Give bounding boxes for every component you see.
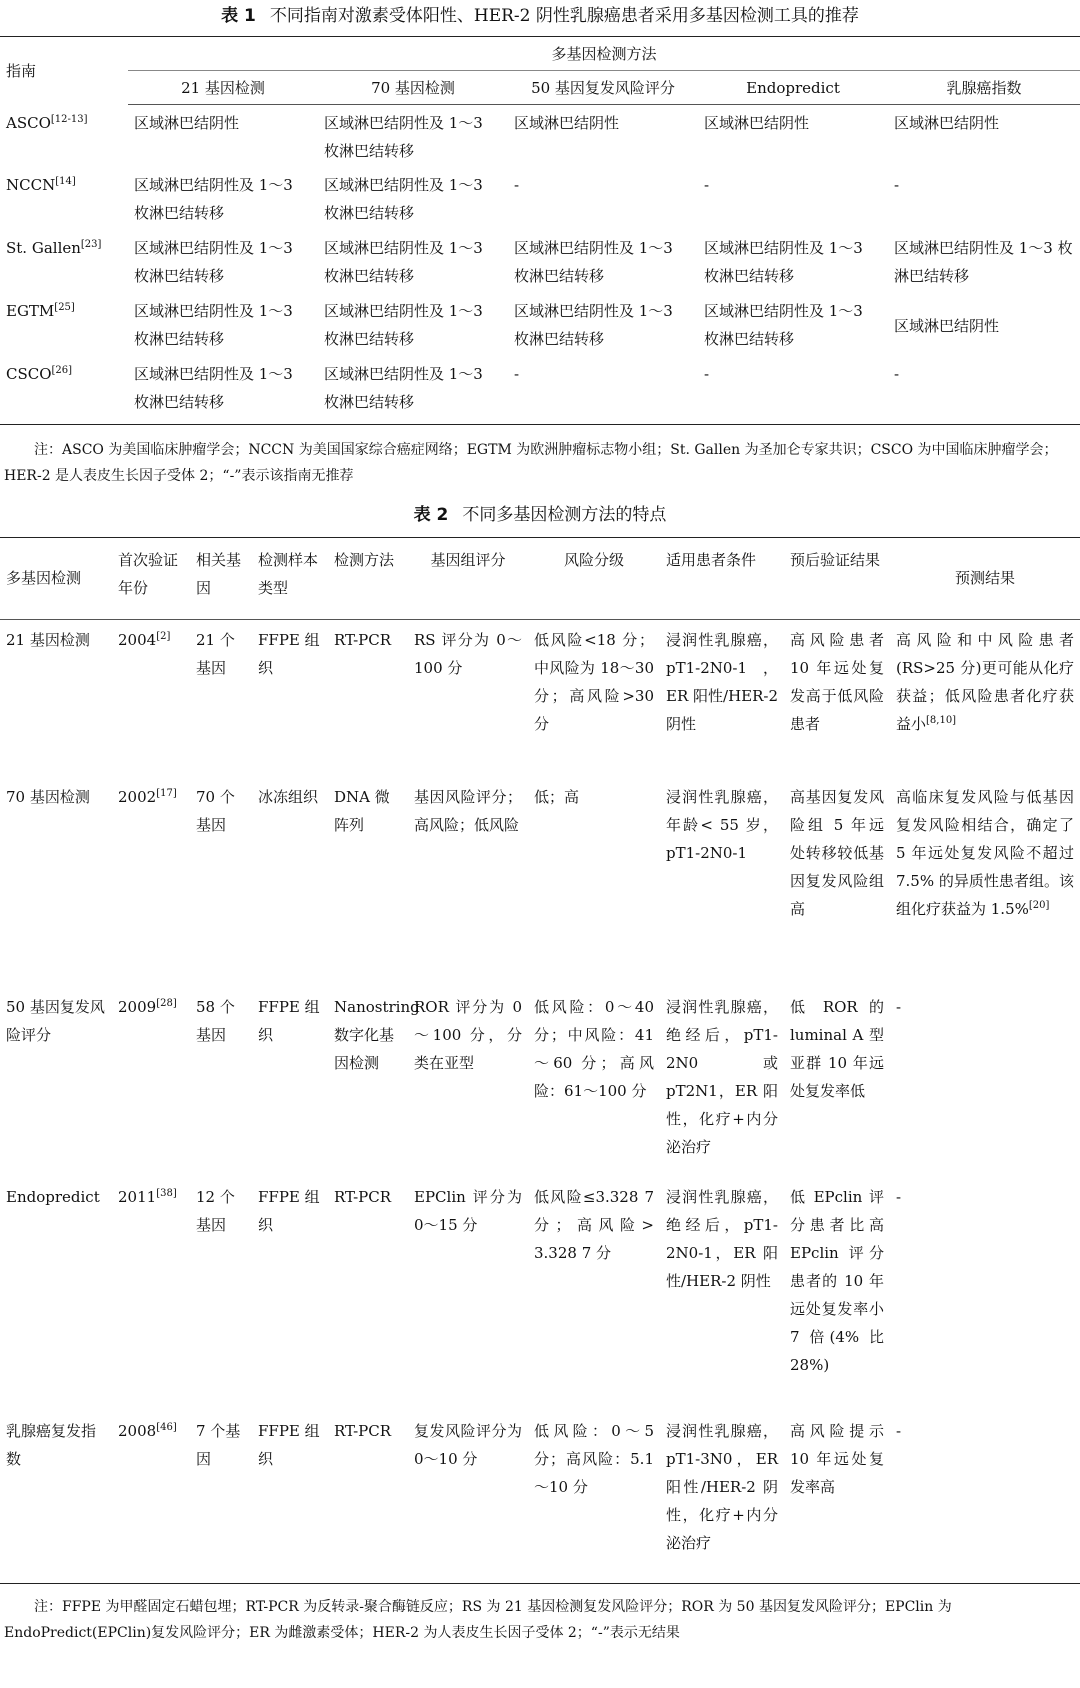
- table2-note: 注：FFPE 为甲醛固定石蜡包埋；RT-PCR 为反转录-聚合酶链反应；RS 为 21 基因检测复发风险评分；ROR 为 50 基因复发风险评分；EPClin 为 EndoPredict(EPClin)复发风险评分；ER 为雌激素受体；HER-2 为人表皮生长因子受体 2；“-”表示无结果: [4, 1598, 952, 1641]
- method-name: 50 基因复发风险评分: [6, 998, 105, 1044]
- genes: 7 个基因: [190, 1411, 252, 1583]
- table-cell: 区域淋巴结阴性及 1～3 枚淋巴结转移: [324, 114, 483, 160]
- patients: 浸润性乳腺癌，绝经后，pT1-2N0 或 pT2N1，ER 阳性，化疗+内分泌治疗: [666, 998, 778, 1156]
- sample: 冰冻组织: [258, 788, 319, 806]
- table2-header: 多基因检测: [0, 537, 112, 619]
- sample: FFPE 组织: [258, 998, 320, 1044]
- table-cell: 区域淋巴结阴性及 1～3 枚淋巴结转移: [134, 176, 293, 222]
- method: RT-PCR: [328, 1411, 408, 1583]
- guide-name: ASCO: [6, 113, 51, 132]
- table-cell: 区域淋巴结阴性: [704, 114, 810, 132]
- year: 2004: [118, 630, 157, 649]
- prediction: 高临床复发风险与低基因复发风险相结合，确定了 5 年远处复发风险不超过 7.5% 的异质性患者组。该组化疗获益为 1.5%: [896, 788, 1074, 918]
- table2-caption: [0, 503, 1080, 527]
- patients: 浸润性乳腺癌，年龄< 55 岁，pT1-2N0-1: [666, 788, 778, 862]
- table-cell: 区域淋巴结阴性及 1～3 枚淋巴结转移: [134, 239, 293, 285]
- score: 复发风险评分为 0～10 分: [408, 1411, 528, 1583]
- table-cell: 区域淋巴结阴性及 1～3 枚淋巴结转移: [704, 239, 863, 285]
- score: RS 评分为 0～100 分: [414, 630, 522, 677]
- table2-header: 适用患者条件: [660, 537, 784, 619]
- table-cell: -: [888, 360, 1080, 424]
- table-cell: -: [514, 176, 520, 194]
- year-ref: [38]: [156, 1188, 177, 1199]
- table-cell: 区域淋巴结阴性: [894, 316, 1000, 335]
- prognosis: 低 ROR 的 luminal A 型亚群 10 年远处复发率低: [790, 998, 884, 1100]
- table-cell: 区域淋巴结阴性: [894, 114, 1000, 132]
- table1-note: 注：ASCO 为美国临床肿瘤学会；NCCN 为美国国家综合癌症网络；EGTM 为欧洲肿瘤标志物小组；St. Gallen 为圣加仑专家共识；CSCO 为中国临床肿瘤学会；HER-2 是人表皮生长因子受体 2；“-”表示该指南无推荐: [4, 441, 1058, 484]
- year-ref: [17]: [156, 788, 177, 799]
- guide-name: NCCN: [6, 176, 56, 194]
- sample: FFPE 组织: [252, 1411, 328, 1583]
- method: Nanostring 数字化基因检测: [334, 998, 420, 1072]
- table2-label: 表 2: [413, 504, 449, 525]
- table1-head-group: 多基因检测方法: [128, 37, 1080, 71]
- method-name: Endopredict: [6, 1188, 100, 1206]
- prediction: 高风险和中风险患者(RS>25 分)更可能从化疗获益；低风险患者化疗获益小: [896, 630, 1074, 733]
- year-ref: [28]: [156, 998, 177, 1009]
- method-name: 乳腺癌复发指数: [0, 1411, 112, 1583]
- table1-caption: [0, 4, 1080, 28]
- genes: 70 个基因: [196, 788, 235, 834]
- risk: 低风险<18 分；中风险为 18～30 分；高风险>30 分: [534, 630, 654, 733]
- method-name: 21 基因检测: [6, 630, 90, 649]
- table2-header: 风险分级: [528, 537, 660, 619]
- patients: 浸润性乳腺癌，pT1-2N0-1，ER 阳性/HER-2 阴性: [666, 630, 779, 733]
- prediction: -: [896, 998, 902, 1016]
- prognosis: 低 EPclin 评分患者比高 EPclin 评分患者的 10 年远处复发率小 7 倍(4% 比 28%): [790, 1188, 884, 1374]
- table-cell: 区域淋巴结阴性及 1～3 枚淋巴结转移: [894, 239, 1073, 285]
- table1-label: 表 1: [221, 6, 256, 26]
- year: 2011: [118, 1188, 157, 1206]
- table1: [0, 36, 1080, 425]
- table-cell: 区域淋巴结阴性及 1～3 枚淋巴结转移: [324, 239, 483, 285]
- table-cell: 区域淋巴结阴性及 1～3 枚淋巴结转移: [324, 302, 483, 348]
- table2-header: 检测样本类型: [252, 537, 328, 619]
- prediction-ref: [8,10]: [926, 714, 957, 726]
- method: DNA 微阵列: [334, 788, 390, 834]
- method: RT-PCR: [334, 630, 392, 649]
- year: 2008: [118, 1422, 157, 1440]
- table-cell: 区域淋巴结阴性及 1～3 枚淋巴结转移: [514, 239, 673, 285]
- table1-head-method: 乳腺癌指数: [888, 71, 1080, 105]
- table-cell: 区域淋巴结阴性及 1～3 枚淋巴结转移: [128, 360, 318, 424]
- score: ROR 评分为 0～100 分，分类在亚型: [414, 998, 522, 1072]
- year-ref: [2]: [156, 630, 171, 642]
- guide-ref: [25]: [54, 302, 75, 313]
- table-row: [0, 1411, 1080, 1583]
- table2-header: 预后验证结果: [784, 537, 890, 619]
- guide-name: St. Gallen: [6, 239, 81, 257]
- prognosis: 高风险提示 10 年远处复发率高: [784, 1411, 890, 1583]
- year: 2009: [118, 998, 157, 1016]
- table-cell: 区域淋巴结阴性及 1～3 枚淋巴结转移: [134, 302, 293, 348]
- prognosis: 高基因复发风险组 5 年远处转移较低基因复发风险组高: [790, 788, 884, 918]
- sample: FFPE 组织: [258, 630, 320, 677]
- table-row: [0, 297, 1080, 360]
- sample: FFPE 组织: [258, 1188, 320, 1234]
- genes: 12 个基因: [196, 1188, 235, 1234]
- guide-ref: [26]: [51, 365, 73, 376]
- table-cell: -: [704, 176, 710, 194]
- prediction: -: [896, 1188, 902, 1206]
- table1-head-method: 70 基因检测: [318, 71, 508, 105]
- prediction-ref: [20]: [1028, 900, 1050, 911]
- table-cell: 区域淋巴结阴性: [514, 114, 620, 132]
- risk: 低风险：0～40 分；中风险：41～60 分；高风险：61～100 分: [534, 998, 654, 1100]
- table2-header: 相关基因: [190, 537, 252, 619]
- score: EPClin 评分为 0～15 分: [414, 1188, 522, 1234]
- guide-ref: [23]: [80, 239, 102, 250]
- table1-head-method: 21 基因检测: [128, 71, 318, 105]
- table1-head-guide: 指南: [0, 37, 128, 105]
- table-cell: 区域淋巴结阴性: [134, 114, 240, 132]
- table-row: [0, 171, 1080, 234]
- table-row: [0, 987, 1080, 1177]
- table2-header: 首次验证年份: [112, 537, 190, 619]
- table-cell: 区域淋巴结阴性及 1～3 枚淋巴结转移: [318, 360, 508, 424]
- table2-header: 基因组评分: [408, 537, 528, 619]
- table-row: [0, 619, 1080, 777]
- year-ref: [46]: [156, 1422, 177, 1433]
- risk: 低风险≤3.328 7 分；高风险> 3.328 7 分: [534, 1188, 654, 1262]
- table1-head-method: 50 基因复发风险评分: [508, 71, 698, 105]
- genes: 21 个基因: [196, 630, 235, 677]
- table-cell: 区域淋巴结阴性及 1～3 枚淋巴结转移: [514, 302, 673, 348]
- table-row: [0, 360, 1080, 424]
- method: RT-PCR: [334, 1188, 392, 1206]
- table-cell: -: [508, 360, 698, 424]
- table-row: [0, 105, 1080, 172]
- guide-ref: [14]: [55, 176, 76, 187]
- table-row: [0, 777, 1080, 987]
- patients: 浸润性乳腺癌，pT1-3N0，ER 阳性/HER-2 阴性，化疗+内分泌治疗: [660, 1411, 784, 1583]
- guide-name: EGTM: [6, 302, 55, 320]
- risk: 低风险：0～5 分；高风险：5.1～10 分: [528, 1411, 660, 1583]
- year: 2002: [118, 788, 157, 806]
- risk: 低；高: [534, 788, 580, 806]
- guide-name: CSCO: [6, 365, 52, 383]
- table-cell: -: [698, 360, 888, 424]
- table-row: [0, 1177, 1080, 1411]
- table-cell: -: [894, 176, 900, 194]
- guide-ref: [12-13]: [50, 113, 88, 125]
- method-name: 70 基因检测: [6, 788, 90, 806]
- prognosis: 高风险患者 10 年远处复发高于低风险患者: [790, 630, 884, 733]
- table2: [0, 537, 1080, 1584]
- table1-head-method: Endopredict: [698, 71, 888, 105]
- score: 基因风险评分；高风险；低风险: [414, 788, 522, 834]
- table-row: [0, 234, 1080, 297]
- table2-header: 检测方法: [328, 537, 408, 619]
- table-cell: 区域淋巴结阴性及 1～3 枚淋巴结转移: [324, 176, 483, 222]
- prediction: -: [896, 1422, 902, 1440]
- patients: 浸润性乳腺癌，绝经后，pT1-2N0-1，ER 阳性/HER-2 阴性: [666, 1188, 778, 1290]
- table-cell: 区域淋巴结阴性及 1～3 枚淋巴结转移: [704, 302, 863, 348]
- table1-title: 不同指南对激素受体阳性、HER-2 阴性乳腺癌患者采用多基因检测工具的推荐: [269, 6, 859, 26]
- genes: 58 个基因: [196, 998, 235, 1044]
- table2-title: 不同多基因检测方法的特点: [462, 504, 667, 525]
- table2-header: 预测结果: [890, 537, 1080, 619]
